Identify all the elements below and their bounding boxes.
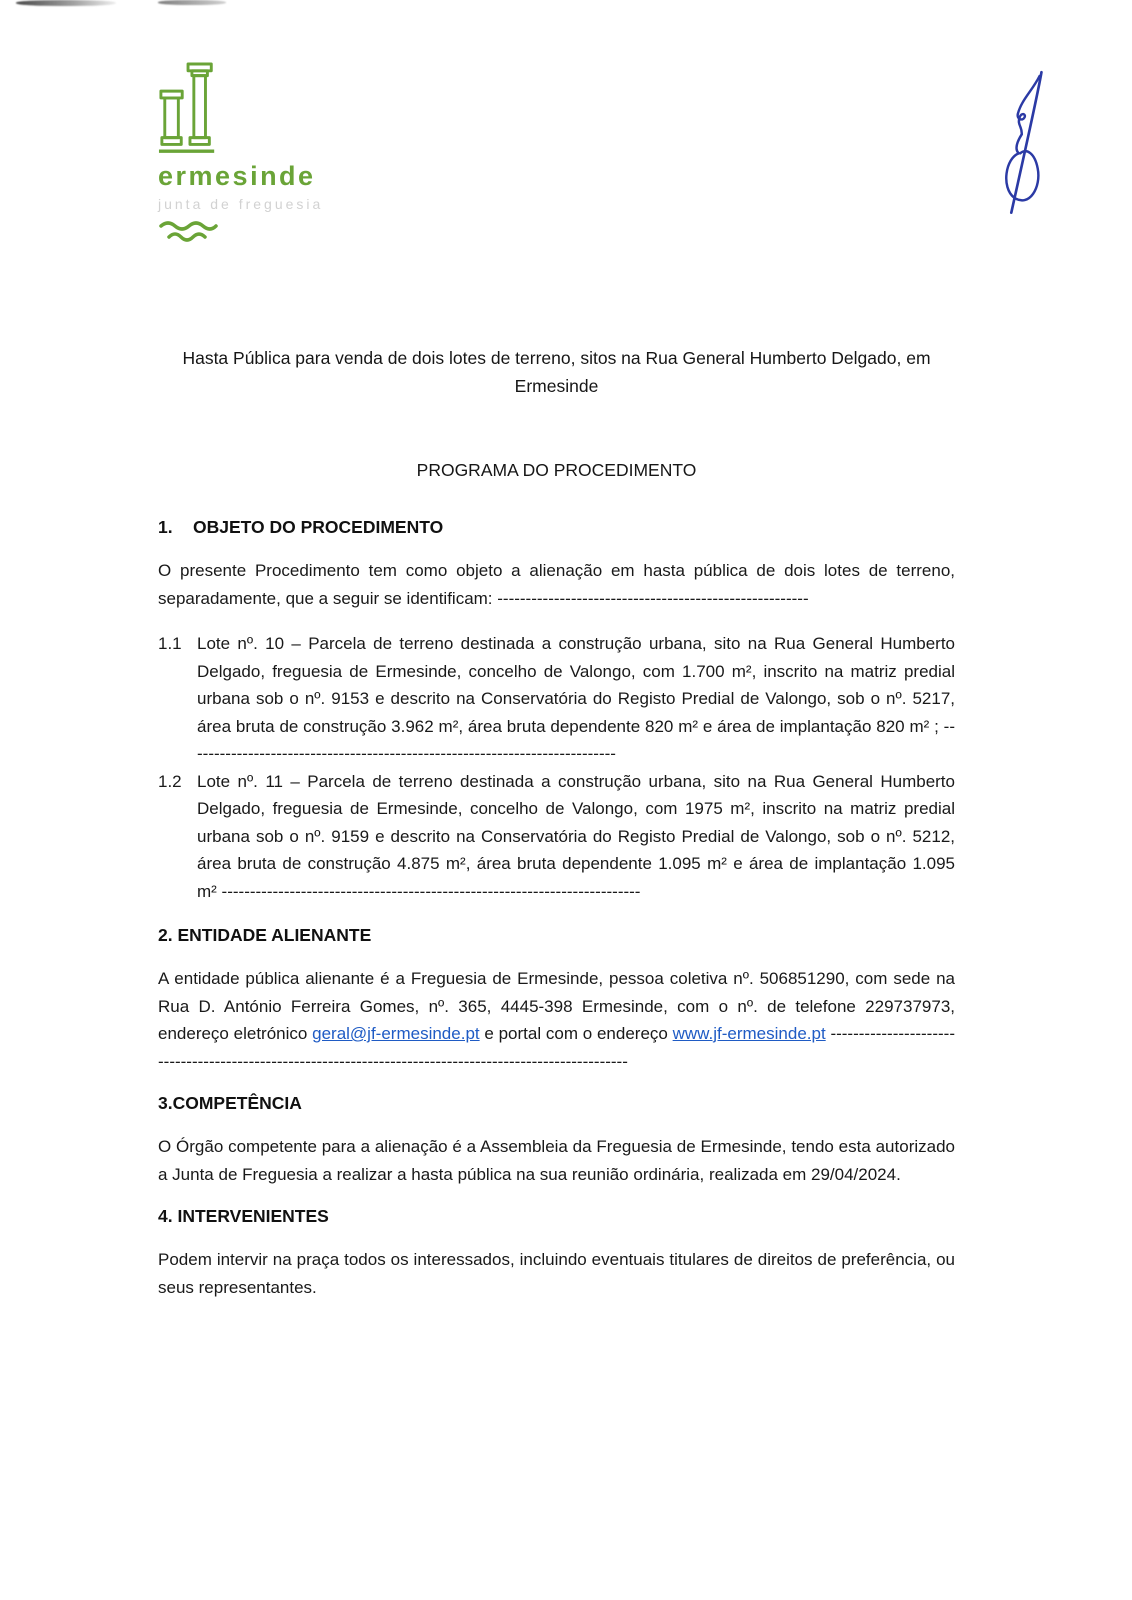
scan-artifact-smudge (158, 0, 226, 5)
section-3-paragraph: O Órgão competente para a alienação é a Assembleia da Freguesia de Ermesinde, tendo esta autorizado a Junta de Freguesia a realizar a hasta pública na sua reunião ordinária, realizada em 29/04/2024. (158, 1137, 955, 1184)
section-3-heading: 3.COMPETÊNCIA (158, 1093, 302, 1113)
section-1-heading (158, 513, 955, 541)
signature-scribble (983, 66, 1049, 218)
logo-waves-icon (158, 220, 220, 244)
document-title-line1: Hasta Pública para venda de dois lotes de terreno, sitos na Rua General Humberto Delgado, em (182, 348, 931, 368)
section-2-text-after: --------------------------------------------------------------------------------------------------------- (158, 1024, 955, 1071)
section-4-heading: 4. INTERVENIENTES (158, 1206, 329, 1226)
list-item-text: Lote nº. 11 – Parcela de terreno destinada a construção urbana, sito na Rua General Humberto Delgado, freguesia de Ermesinde, concelho de Valongo, com 1975 m², inscrito na matriz predial urbana sob o nº. 9159 e descrito na Conservatória do Registo Predial de Valongo, sob o nº. 5212, área bruta de construção 4.875 m², área bruta dependente 1.095 m² e área de implantação 1.095 m² -------------------------------------------------------------------------- (197, 771, 955, 901)
email-link[interactable]: geral@jf-ermesinde.pt (312, 1024, 480, 1043)
logo (158, 0, 358, 244)
brand-text: ermesinde (158, 161, 316, 191)
section-2-text-before-email: A entidade pública alienante é a Freguesia de Ermesinde, pessoa coletiva nº. 506851290, com sede na Rua D. António Ferreira Gomes, nº. 365, 4445-398 Ermesinde, com o nº. de telefone 229737973, endereço eletrónico (158, 969, 955, 1043)
section-1-title: OBJETO DO PROCEDIMENTO (193, 517, 444, 537)
document-title-line2: Ermesinde (514, 376, 599, 396)
section-2-heading: 2. ENTIDADE ALIENANTE (158, 925, 372, 945)
list-item-lot-10 (158, 630, 955, 768)
section-1-number: 1. (158, 517, 173, 537)
lot-list (158, 630, 955, 905)
list-item-text: Lote nº. 10 – Parcela de terreno destinada a construção urbana, sito na Rua General Humberto Delgado, freguesia de Ermesinde, concelho de Valongo, com 1.700 m², inscrito na matriz predial urbana sob o nº. 9153 e descrito na Conservatória do Registo Predial de Valongo, sob o nº. 5217, área bruta de construção 3.962 m², área bruta dependente 820 m² e área de implantação 820 m² ; ---------------------------------------------------------------------------- (197, 634, 955, 763)
logo-columns-icon (158, 62, 220, 159)
logo-tagline: junta de freguesia (158, 196, 324, 212)
list-item-lot-11 (158, 768, 955, 906)
section-2-text-between: e portal com o endereço (479, 1024, 673, 1043)
document-title (158, 344, 955, 400)
section-2-paragraph (158, 965, 955, 1075)
scan-artifact-smudge (16, 0, 116, 6)
document-subtitle: PROGRAMA DO PROCEDIMENTO (416, 460, 697, 480)
list-item-number: 1.1 (158, 634, 182, 653)
list-item-number: 1.2 (158, 771, 182, 791)
section-4-paragraph: Podem intervir na praça todos os interessados, incluindo eventuais titulares de direitos de preferência, ou seus representantes. (158, 1250, 955, 1297)
section-1-intro: O presente Procedimento tem como objeto a alienação em hasta pública de dois lotes de terreno, separadamente, que a seguir se identificam: ------------------------------------------------------- (158, 561, 955, 608)
portal-link[interactable]: www.jf-ermesinde.pt (672, 1024, 826, 1043)
